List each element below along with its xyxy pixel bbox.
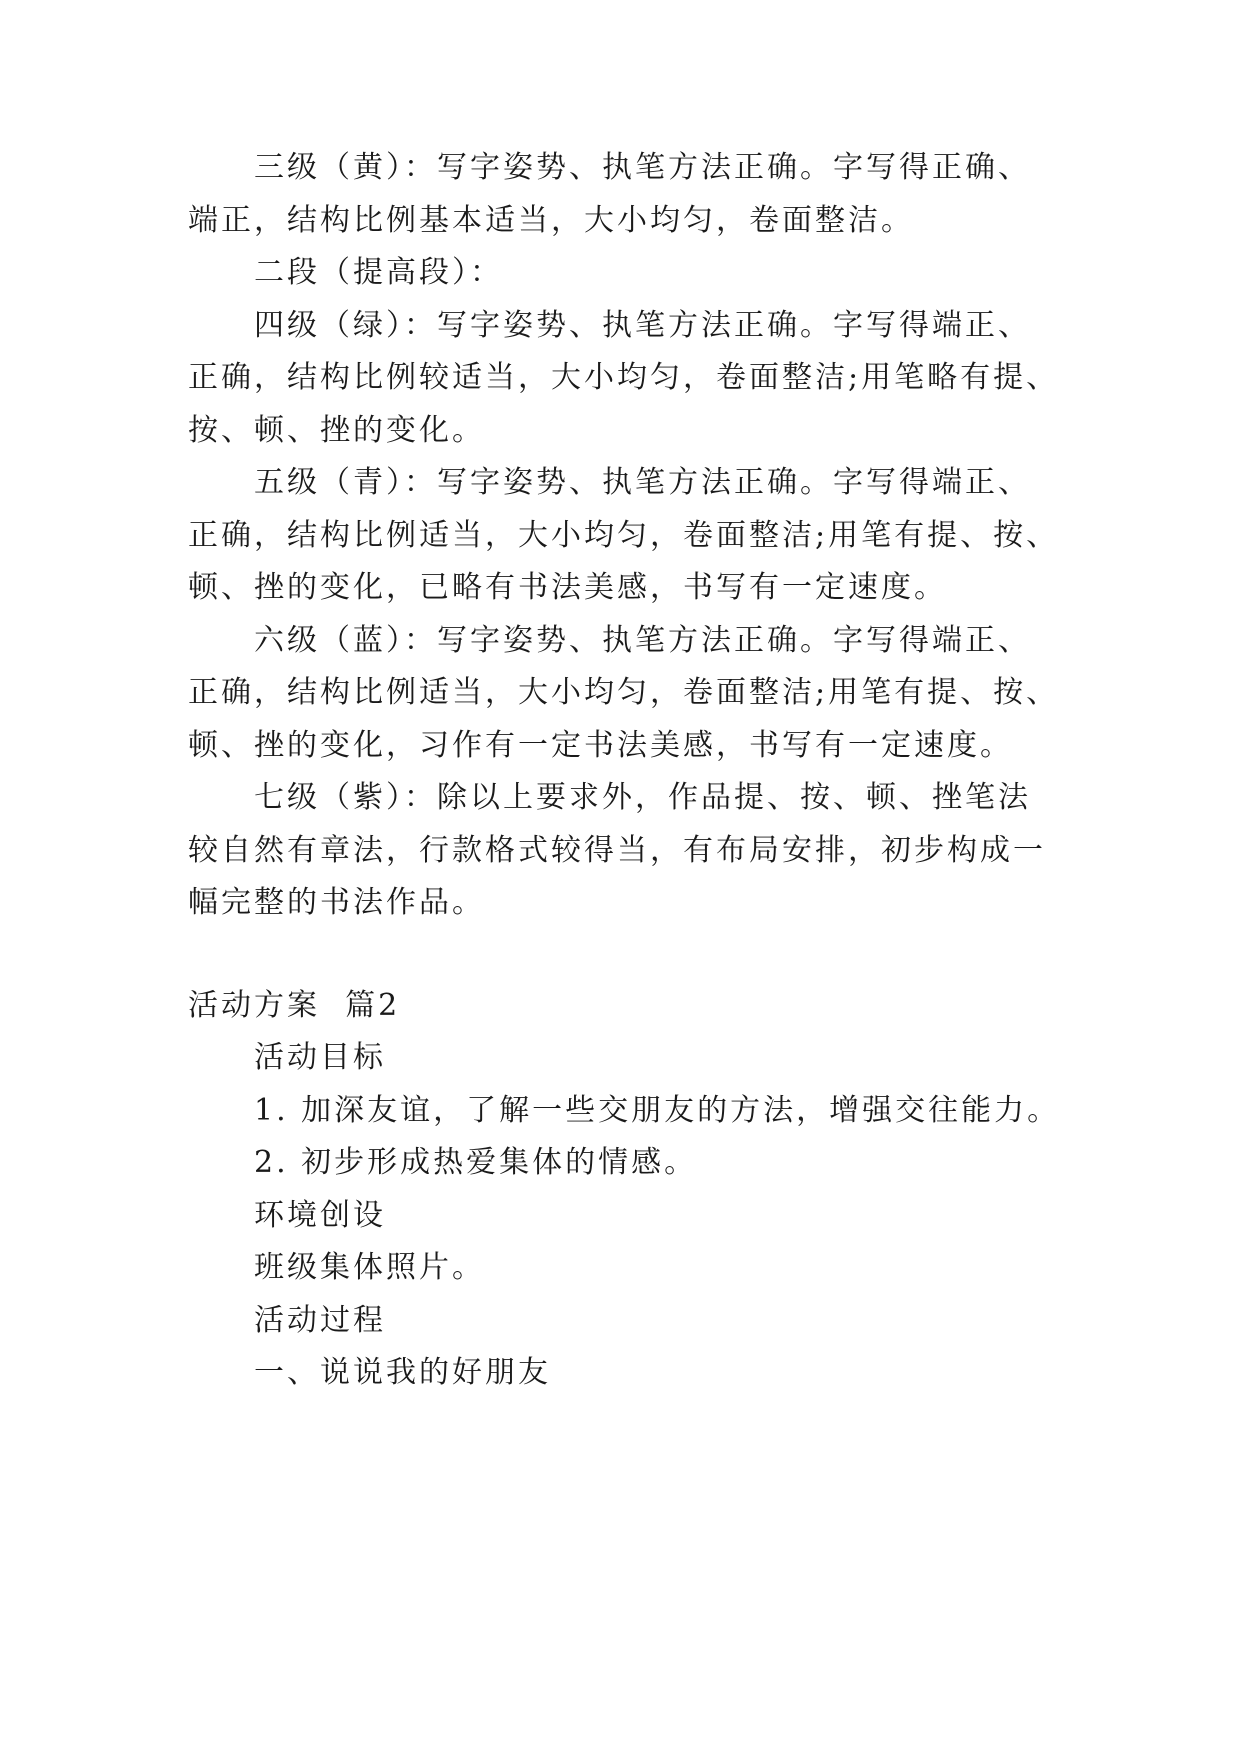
paragraph-level6-line3: 顿、挫的变化，习作有一定书法美感，书写有一定速度。 — [188, 728, 1013, 763]
paragraph-level6-line1: 六级（蓝）：写字姿势、执笔方法正确。字写得端正、 — [254, 623, 1031, 658]
goal-item-1: 1. 加深友谊，了解一些交朋友的方法，增强交往能力。 — [254, 1093, 1061, 1128]
paragraph-level4-line1: 四级（绿）：写字姿势、执笔方法正确。字写得端正、 — [254, 308, 1031, 343]
goal-item-2: 2. 初步形成热爱集体的情感。 — [254, 1145, 698, 1180]
heading-activity-goals: 活动目标 — [254, 1040, 386, 1075]
paragraph-level6-line2: 正确，结构比例适当，大小均匀，卷面整洁;用笔有提、按、 — [188, 675, 1060, 710]
paragraph-level3-line1: 三级（黄）：写字姿势、执笔方法正确。字写得正确、 — [254, 150, 1031, 185]
paragraph-level7-line2: 较自然有章法，行款格式较得当，有布局安排，初步构成一 — [188, 833, 1046, 868]
section-title-plan2: 活动方案 篇2 — [188, 988, 401, 1023]
paragraph-level7-line1: 七级（紫）：除以上要求外，作品提、按、顿、挫笔法 — [254, 780, 1031, 815]
heading-activity-process: 活动过程 — [254, 1303, 386, 1338]
paragraph-level5-line3: 顿、挫的变化，已略有书法美感，书写有一定速度。 — [188, 570, 947, 605]
paragraph-level5-line2: 正确，结构比例适当，大小均匀，卷面整洁;用笔有提、按、 — [188, 518, 1060, 553]
heading-environment: 环境创设 — [254, 1198, 386, 1233]
paragraph-level4-line3: 按、顿、挫的变化。 — [188, 413, 485, 448]
process-step-1: 一、说说我的好朋友 — [254, 1355, 551, 1390]
paragraph-level3-line2: 端正，结构比例基本适当，大小均匀，卷面整洁。 — [188, 203, 914, 238]
paragraph-level7-line3: 幅完整的书法作品。 — [188, 885, 485, 920]
section-heading-stage2: 二段（提高段）： — [254, 255, 503, 290]
environment-text: 班级集体照片。 — [254, 1250, 485, 1285]
paragraph-level5-line1: 五级（青）：写字姿势、执笔方法正确。字写得端正、 — [254, 465, 1031, 500]
paragraph-level4-line2: 正确，结构比例较适当，大小均匀，卷面整洁;用笔略有提、 — [188, 360, 1060, 395]
